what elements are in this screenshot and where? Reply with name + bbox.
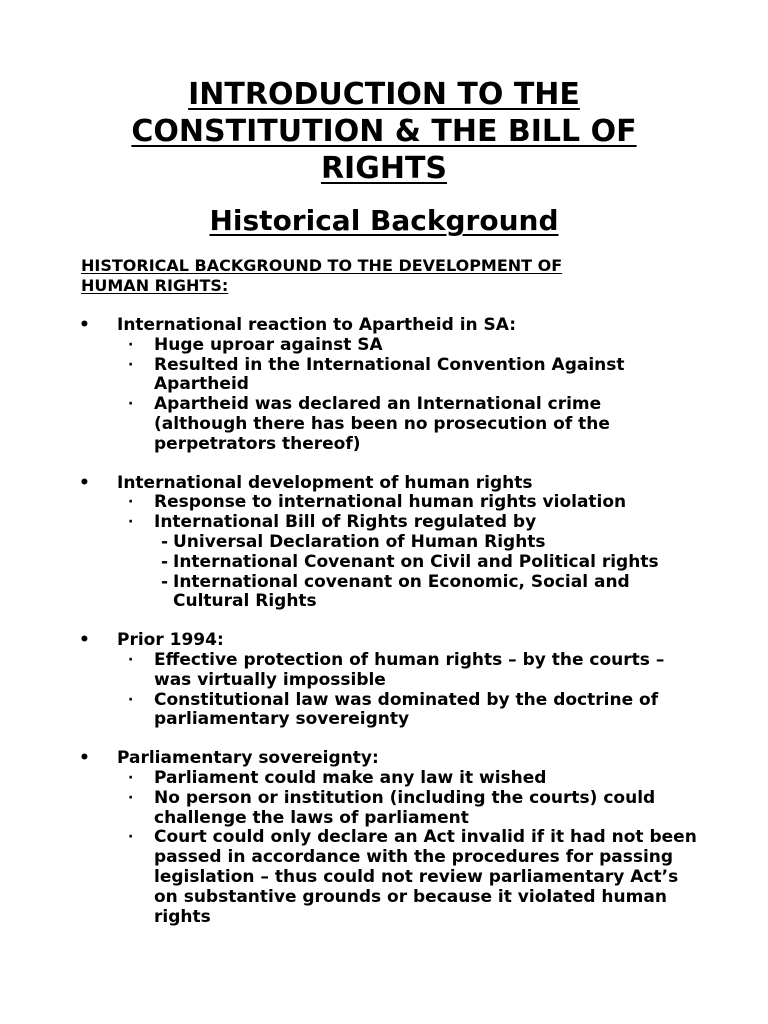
list-item-text: No person or institution (including the courts) could challenge the laws of parliament [154, 787, 656, 828]
dash-list [154, 533, 699, 612]
sub-bullet-list [0, 651, 768, 730]
section-label-text: International development of human rights [117, 472, 533, 493]
dash-list-item [161, 551, 673, 573]
small-bullet-icon: · [128, 396, 134, 413]
sub-bullet-list [0, 769, 768, 927]
list-item [128, 354, 699, 396]
dash-list-item [161, 531, 673, 553]
list-item-text: Parliament could make any law it wished [154, 767, 547, 788]
list-item-text: Effective protection of human rights – by the courts – was virtually impossible [154, 649, 665, 690]
list-item [128, 689, 699, 731]
sub-bullet-list [0, 493, 768, 612]
document-subtitle: Historical Background [209, 204, 559, 237]
bullet-dot-icon: • [79, 748, 90, 769]
small-bullet-icon: · [128, 769, 134, 786]
section-label-text: International reaction to Apartheid in SA: [117, 315, 517, 335]
dash-list-item-text: Universal Declaration of Human Rights [173, 531, 546, 552]
list-item [128, 827, 699, 927]
list-item-text: Resulted in the International Convention Against Apartheid [154, 354, 625, 395]
list-item-text: Court could only declare an Act invalid if it had not been passed in accordance with the procedures for passing legislation – thus could not review parliamentary Act’s on substantive grounds or because it violated human rights [154, 827, 697, 927]
section-label [79, 315, 768, 336]
dash-list-item [161, 571, 673, 613]
title-line-3: RIGHTS [320, 151, 448, 186]
list-item-text: Huge uproar against SA [154, 334, 383, 355]
small-bullet-icon: · [128, 789, 134, 806]
bullet-section [0, 474, 768, 613]
bullet-dot-icon: • [79, 630, 90, 651]
list-item [128, 512, 699, 612]
small-bullet-icon: · [128, 494, 134, 511]
dash-list-item-text: International Covenant on Civil and Political rights [173, 551, 659, 572]
section-label [79, 472, 768, 494]
title-line-2: CONSTITUTION & THE BILL OF [131, 114, 637, 149]
bullet-section [0, 631, 768, 730]
list-item [128, 492, 699, 513]
bullet-dot-icon: • [79, 315, 90, 335]
list-item-text: Constitutional law was dominated by the doctrine of parliamentary sovereignty [154, 689, 659, 730]
bullet-list [0, 316, 768, 927]
section-heading: HISTORICAL BACKGROUND TO THE DEVELOPMENT OF HUMAN RIGHTS: [81, 256, 563, 295]
title-line-1: INTRODUCTION TO THE [188, 77, 580, 112]
list-item [128, 787, 699, 829]
section-label [79, 630, 768, 651]
small-bullet-icon: · [128, 336, 134, 353]
dash-icon: - [161, 551, 169, 572]
bullet-section [0, 316, 768, 455]
small-bullet-icon: · [128, 514, 134, 531]
list-item [128, 649, 699, 691]
section-label-text: Parliamentary sovereignty: [117, 748, 379, 769]
list-item [128, 394, 699, 454]
small-bullet-icon: · [128, 691, 134, 708]
list-item [128, 767, 699, 789]
list-item [128, 334, 699, 356]
small-bullet-icon: · [128, 356, 134, 373]
dash-list-item-text: International covenant on Economic, Social and Cultural Rights [173, 571, 630, 612]
document-title [84, 76, 684, 187]
list-item-text: Response to international human rights violation [154, 492, 627, 513]
bullet-dot-icon: • [79, 472, 90, 493]
small-bullet-icon: · [128, 651, 134, 668]
dash-icon: - [161, 571, 169, 592]
small-bullet-icon: · [128, 829, 134, 846]
dash-icon: - [161, 531, 169, 552]
list-item-text: Apartheid was declared an International crime (although there has been no prosecution of the perpetrators thereof) [154, 394, 610, 454]
section-label [79, 748, 768, 769]
section-label-text: Prior 1994: [117, 630, 224, 651]
list-item-text: International Bill of Rights regulated by [154, 512, 537, 533]
sub-bullet-list [0, 336, 768, 455]
bullet-section [0, 749, 768, 927]
